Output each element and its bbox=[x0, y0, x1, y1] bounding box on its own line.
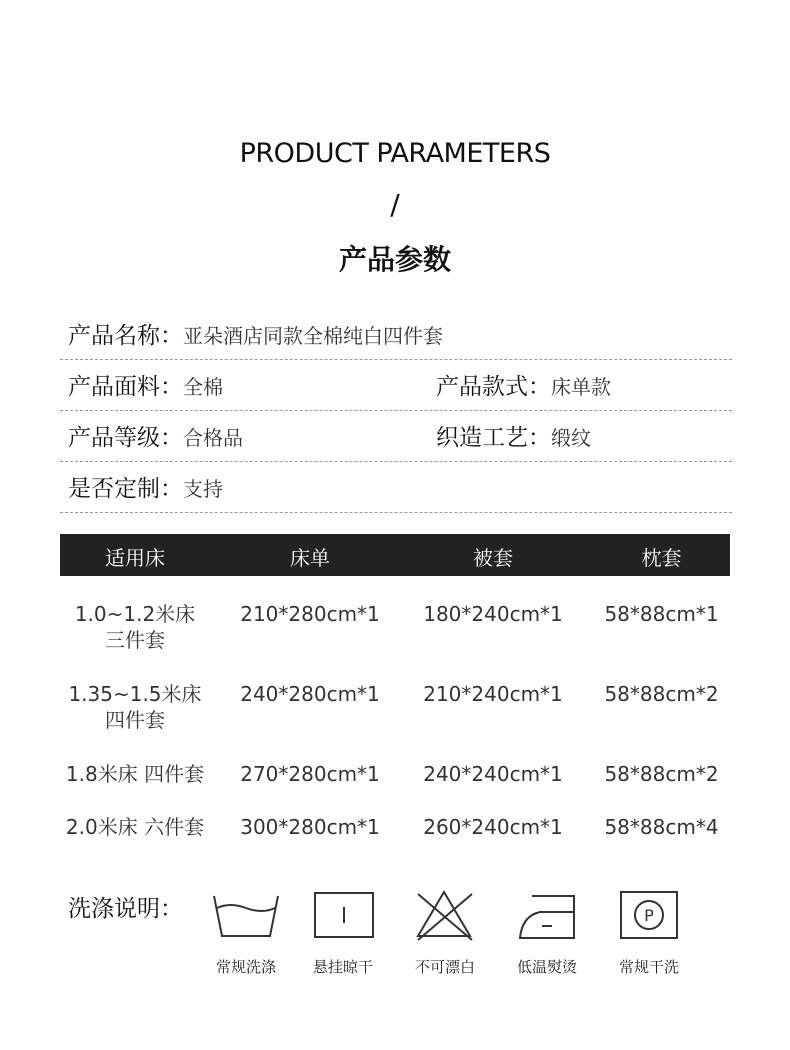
cell-bed: 1.35~1.5米床 四件套 bbox=[68, 682, 202, 732]
cell-quilt-cover: 240*240cm*1 bbox=[423, 762, 563, 786]
wash-caption: 低温熨烫 bbox=[516, 958, 577, 976]
param-row bbox=[60, 360, 732, 411]
header-sheet: 床单 bbox=[290, 546, 330, 570]
param-craft bbox=[436, 419, 591, 452]
table-row bbox=[60, 601, 730, 657]
param-row bbox=[60, 411, 732, 462]
cell-quilt-cover: 210*240cm*1 bbox=[423, 682, 563, 706]
wash-label: 洗涤说明： bbox=[68, 896, 183, 922]
dry-clean-p-icon bbox=[618, 886, 690, 942]
param-label: 是否定制： bbox=[68, 476, 183, 502]
param-label: 织造工艺： bbox=[436, 425, 551, 451]
param-style bbox=[436, 368, 611, 401]
size-table-header bbox=[60, 534, 730, 576]
cell-pillowcase: 58*88cm*2 bbox=[604, 762, 719, 786]
size-table bbox=[60, 534, 730, 839]
header-quilt-cover: 被套 bbox=[473, 546, 513, 570]
param-value: 缎纹 bbox=[551, 426, 591, 450]
table-row bbox=[60, 681, 730, 737]
iron-low-icon bbox=[516, 886, 588, 942]
param-grade bbox=[68, 419, 243, 452]
cell-sheet: 300*280cm*1 bbox=[240, 815, 380, 839]
param-fabric bbox=[68, 368, 223, 401]
param-row bbox=[60, 309, 732, 360]
cell-bed: 1.0~1.2米床 三件套 bbox=[74, 602, 196, 652]
cell-pillowcase: 58*88cm*4 bbox=[604, 815, 719, 839]
cell-quilt-cover: 260*240cm*1 bbox=[423, 815, 563, 839]
title-en: PRODUCT PARAMETERS bbox=[239, 138, 551, 169]
cell-sheet: 210*280cm*1 bbox=[240, 602, 380, 626]
param-label: 产品等级： bbox=[68, 425, 183, 451]
svg-text:P: P bbox=[644, 906, 654, 925]
param-product-name bbox=[68, 317, 443, 350]
wash-caption: 常规洗涤 bbox=[215, 958, 276, 976]
param-value: 合格品 bbox=[183, 426, 243, 450]
wash-caption: 常规干洗 bbox=[618, 958, 679, 976]
param-label: 产品面料： bbox=[68, 374, 183, 400]
wash-instructions bbox=[60, 880, 732, 990]
cell-pillowcase: 58*88cm*1 bbox=[604, 602, 719, 626]
param-value: 全棉 bbox=[183, 375, 223, 399]
param-row bbox=[60, 462, 732, 513]
param-value: 支持 bbox=[183, 477, 223, 501]
param-value: 床单款 bbox=[551, 375, 611, 399]
line-dry-icon bbox=[312, 886, 384, 942]
params-list bbox=[60, 309, 732, 513]
wash-tub-icon bbox=[210, 886, 282, 942]
cell-bed: 1.8米床 四件套 bbox=[65, 762, 205, 786]
cell-bed: 2.0米床 六件套 bbox=[65, 815, 205, 839]
cell-sheet: 240*280cm*1 bbox=[240, 682, 380, 706]
cell-quilt-cover: 180*240cm*1 bbox=[423, 602, 563, 626]
header-bed: 适用床 bbox=[105, 546, 165, 570]
wash-caption: 不可漂白 bbox=[414, 958, 475, 976]
title-cn: 产品参数 bbox=[338, 243, 451, 276]
param-label: 产品款式： bbox=[436, 374, 551, 400]
table-row bbox=[60, 761, 730, 791]
table-row bbox=[60, 814, 730, 844]
no-bleach-icon bbox=[414, 886, 486, 942]
wash-caption: 悬挂晾干 bbox=[312, 958, 373, 976]
param-value: 亚朵酒店同款全棉纯白四件套 bbox=[183, 324, 443, 348]
title-divider-slash: / bbox=[390, 188, 400, 221]
param-label: 产品名称： bbox=[68, 323, 183, 349]
param-custom bbox=[68, 470, 223, 503]
header-pillowcase: 枕套 bbox=[641, 546, 682, 570]
cell-sheet: 270*280cm*1 bbox=[240, 762, 380, 786]
cell-pillowcase: 58*88cm*2 bbox=[604, 682, 719, 706]
